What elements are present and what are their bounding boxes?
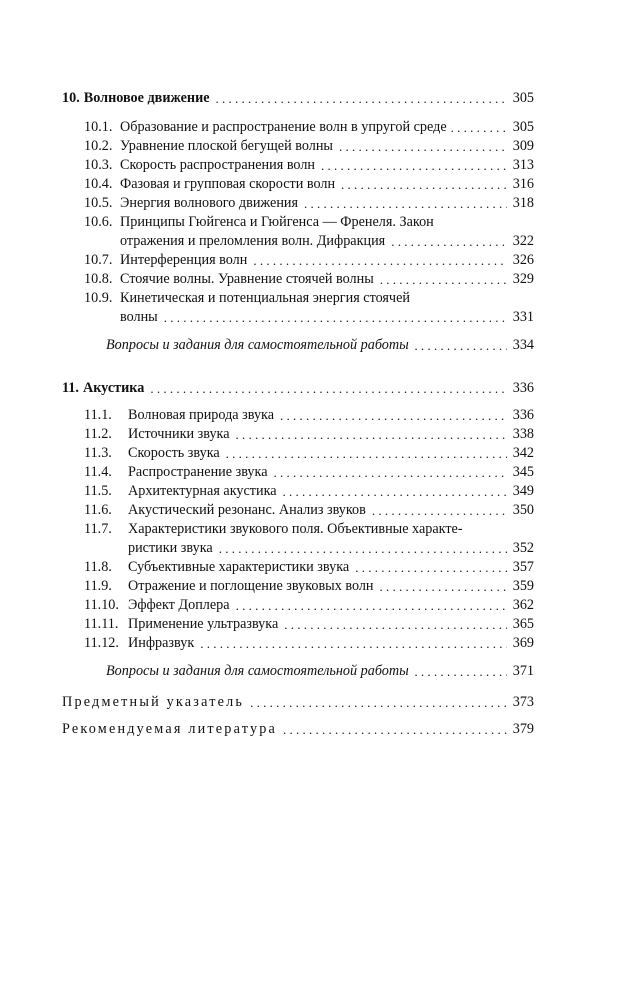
toc-section-10-9[interactable] (62, 289, 534, 327)
section-number: 10.6. (84, 214, 113, 230)
toc-section-10-4[interactable] (62, 175, 534, 194)
section-title: Фазовая и групповая скорости волн (120, 176, 336, 192)
section-title: Инфразвук (128, 635, 195, 651)
section-number: 11.6. (84, 502, 112, 518)
toc-subject-index[interactable] (62, 693, 534, 712)
toc-questions-11[interactable] (62, 662, 534, 681)
toc-section-11-2[interactable] (62, 425, 534, 444)
section-title: Применение ультразвука (128, 616, 279, 632)
section-title: Уравнение плоской бегущей волны (120, 138, 333, 154)
section-title: Отражение и поглощение звуковых волн (128, 578, 374, 594)
page-number: 359 (512, 578, 534, 594)
page-number: 318 (512, 195, 534, 211)
section-title-continued: волны (120, 309, 158, 325)
dot-leader (321, 156, 507, 175)
section-title: Кинетическая и потенциальная энергия стоячей (120, 290, 410, 306)
page-number: 336 (512, 380, 534, 396)
section-number: 11.12. (84, 635, 119, 651)
section-number: 11.9. (84, 578, 112, 594)
dot-leader (236, 596, 507, 615)
dot-leader (415, 336, 507, 355)
page-number: 313 (512, 157, 534, 173)
section-title: Образование и распространение волн в упругой среде (120, 119, 447, 135)
section-title: Субъективные характеристики звука (128, 559, 350, 575)
section-title: Стоячие волны. Уравнение стоячей волны (120, 271, 374, 287)
section-number: 11.5. (84, 483, 112, 499)
toc-section-11-5[interactable] (62, 482, 534, 501)
dot-leader (164, 308, 507, 327)
section-number: 10.8. (84, 271, 113, 287)
page-number: 305 (512, 119, 534, 135)
dot-leader (339, 137, 507, 156)
page-number: 357 (512, 559, 534, 575)
dot-leader (253, 251, 506, 270)
dot-leader (380, 577, 507, 596)
dot-leader (372, 501, 507, 520)
page-number: 338 (512, 426, 534, 442)
toc-literature[interactable] (62, 720, 534, 739)
section-number: 11.2. (84, 426, 112, 442)
toc-questions-10[interactable] (62, 336, 534, 355)
section-title: Характеристики звукового поля. Объективные характе- (128, 521, 463, 537)
toc-section-11-12[interactable] (62, 634, 534, 653)
page-number: 329 (512, 271, 534, 287)
section-number: 10.5. (84, 195, 113, 211)
section-number: 11.3. (84, 445, 112, 461)
chapter-number: 11. (62, 380, 79, 396)
toc-section-11-10[interactable] (62, 596, 534, 615)
toc-section-11-4[interactable] (62, 463, 534, 482)
section-number: 10.3. (84, 157, 113, 173)
toc-section-10-7[interactable] (62, 251, 534, 270)
dot-leader (250, 693, 507, 712)
dot-leader (304, 194, 507, 213)
toc-section-11-9[interactable] (62, 577, 534, 596)
page-number: 379 (512, 721, 534, 737)
section-title: Архитектурная акустика (128, 483, 277, 499)
toc-section-11-7[interactable] (62, 520, 534, 558)
section-number: 10.4. (84, 176, 113, 192)
page-number: 362 (512, 597, 534, 613)
section-number: 10.2. (84, 138, 113, 154)
dot-leader (391, 232, 507, 251)
dot-leader (355, 558, 507, 577)
section-number: 10.9. (84, 290, 113, 306)
page-number: 350 (512, 502, 534, 518)
dot-leader (280, 406, 507, 425)
section-title-continued: отражения и преломления волн. Дифракция (120, 233, 386, 249)
chapter-title: Акустика (82, 380, 145, 396)
section-number: 11.11. (84, 616, 119, 632)
page-number: 349 (512, 483, 534, 499)
toc-section-11-11[interactable] (62, 615, 534, 634)
section-number: 10.7. (84, 252, 113, 268)
page-number: 369 (512, 635, 534, 651)
page-number: 316 (512, 176, 534, 192)
dot-leader (380, 270, 507, 289)
page-number: 371 (512, 663, 534, 679)
dot-leader (200, 634, 506, 653)
table-of-contents (62, 89, 534, 739)
section-number: 11.10. (84, 597, 119, 613)
section-title: Энергия волнового движения (120, 195, 299, 211)
toc-section-10-6[interactable] (62, 213, 534, 251)
dot-leader (341, 175, 507, 194)
chapter-11-entry[interactable] (62, 379, 534, 398)
page-number: 345 (512, 464, 534, 480)
toc-section-10-3[interactable] (62, 156, 534, 175)
dot-leader (216, 89, 507, 108)
toc-section-10-1[interactable] (62, 118, 534, 137)
questions-title: Вопросы и задания для самостоятельной работы (106, 337, 409, 353)
page-number: 326 (512, 252, 534, 268)
section-title: Распространение звука (128, 464, 268, 480)
chapter-number: 10. (62, 90, 80, 106)
section-number: 11.8. (84, 559, 112, 575)
dot-leader (226, 444, 507, 463)
page-number: 331 (512, 309, 534, 325)
section-title: Акустический резонанс. Анализ звуков (128, 502, 366, 518)
page-number: 305 (512, 90, 534, 106)
index-title: Предметный указатель (62, 694, 245, 710)
questions-title: Вопросы и задания для самостоятельной работы (106, 663, 409, 679)
section-number: 10.1. (84, 119, 113, 135)
literature-title: Рекомендуемая литература (62, 721, 278, 737)
toc-section-10-8[interactable] (62, 270, 534, 289)
section-title: Принципы Гюйгенса и Гюйгенса — Френеля. Закон (120, 214, 434, 230)
section-title: Интерференция волн (120, 252, 248, 268)
page-number: 309 (512, 138, 534, 154)
page-number: 336 (512, 407, 534, 423)
section-title: Волновая природа звука (128, 407, 275, 423)
dot-leader (284, 615, 506, 634)
section-title: Скорость звука (128, 445, 220, 461)
toc-section-11-6[interactable] (62, 501, 534, 520)
section-title-continued: ристики звука (128, 540, 213, 556)
page-number: 322 (512, 233, 534, 249)
dot-leader (274, 463, 507, 482)
dot-leader (283, 720, 507, 739)
toc-section-10-5[interactable] (62, 194, 534, 213)
dot-leader (219, 539, 507, 558)
toc-section-11-1[interactable] (62, 406, 534, 425)
toc-section-11-8[interactable] (62, 558, 534, 577)
section-title: Источники звука (128, 426, 230, 442)
dot-leader (451, 118, 509, 137)
section-number: 11.7. (84, 521, 112, 537)
dot-leader (236, 425, 507, 444)
page-number: 365 (512, 616, 534, 632)
section-title: Скорость распространения волн (120, 157, 315, 173)
dot-leader (415, 662, 507, 681)
section-number: 11.1. (84, 407, 112, 423)
dot-leader (150, 379, 506, 398)
toc-section-10-2[interactable] (62, 137, 534, 156)
page-number: 342 (512, 445, 534, 461)
toc-section-11-3[interactable] (62, 444, 534, 463)
chapter-title: Волновое движение (83, 90, 210, 106)
dot-leader (283, 482, 507, 501)
section-number: 11.4. (84, 464, 112, 480)
page-number: 334 (512, 337, 534, 353)
page-number: 352 (512, 540, 534, 556)
section-title: Эффект Доплера (128, 597, 230, 613)
page-number: 373 (512, 694, 534, 710)
chapter-10-entry[interactable] (62, 89, 534, 108)
